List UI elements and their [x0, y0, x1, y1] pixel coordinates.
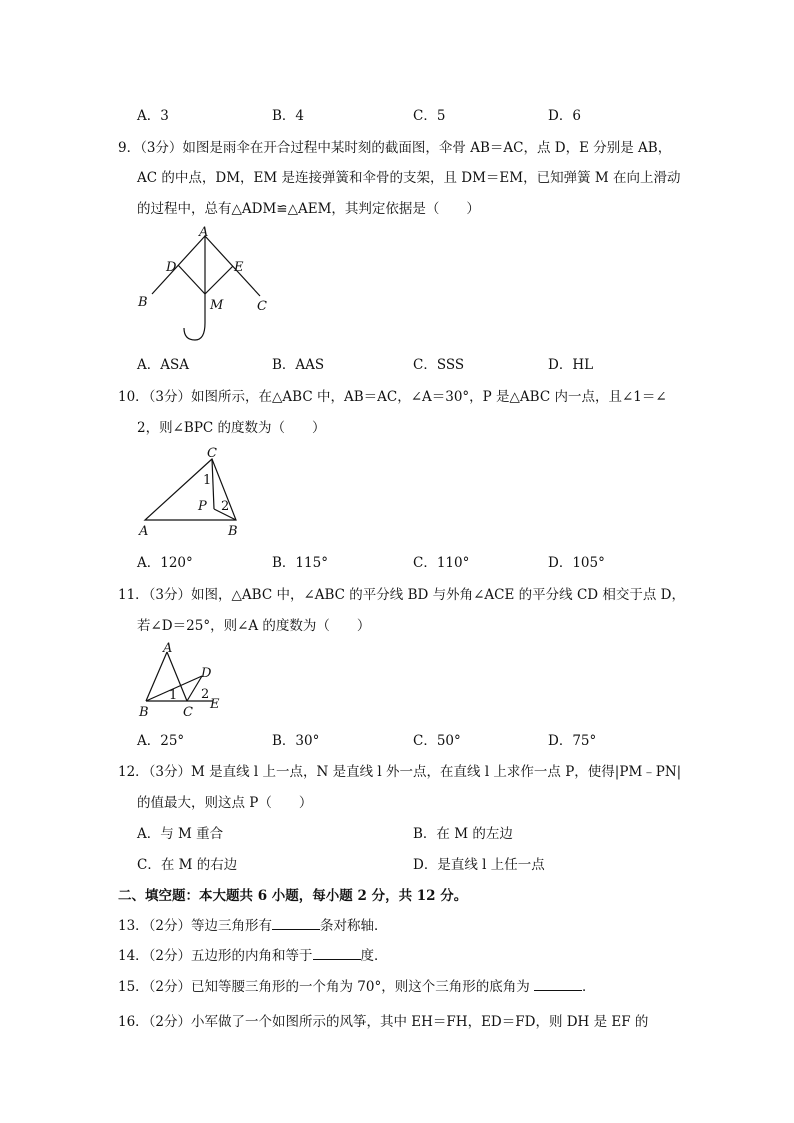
q10-label-1: 1	[203, 473, 212, 488]
q9-label-d: D	[166, 260, 177, 275]
q11-label-2: 2	[201, 687, 210, 702]
question-15	[118, 975, 596, 995]
q12-line-2: 的值最大，则这点 P（ ）	[137, 795, 313, 811]
q9-label-b: B	[138, 295, 148, 310]
q16-line-1: 16．（2分）小军做了一个如图所示的风筝，其中 EH＝FH，ED＝FD，则 DH 是 EF 的	[118, 1014, 649, 1030]
q11-line-2: 若∠D＝25°，则∠A 的度数为（ ）	[137, 618, 371, 634]
q8-option-c: C．5	[413, 108, 446, 124]
q14-answer-blank[interactable]	[313, 947, 361, 960]
q13-text-before: 13．（2分）等边三角形有	[118, 918, 273, 934]
q15-text-after: ．	[582, 979, 596, 995]
q12-option-d: D．是直线 l 上任一点	[413, 857, 545, 873]
q9-label-e: E	[234, 260, 244, 275]
q12-option-b: B．在 M 的左边	[413, 826, 513, 842]
q10-label-p: P	[198, 499, 207, 514]
q9-line-3: 的过程中，总有△ADM≌△AEM，其判定依据是（ ）	[137, 201, 480, 217]
q9-option-c: C．SSS	[413, 357, 465, 373]
q14-text-before: 14．（2分）五边形的内角和等于	[118, 948, 313, 964]
q9-option-d: D．HL	[548, 357, 594, 373]
q10-option-a: A．120°	[137, 555, 193, 571]
section-2-heading: 二、填空题：本大题共 6 小题，每小题 2 分，共 12 分。	[118, 888, 468, 904]
q9-option-a: A．ASA	[137, 357, 189, 373]
q10-label-c: C	[207, 446, 217, 461]
q11-option-b: B．30°	[272, 733, 320, 749]
q15-text-before: 15．（2分）已知等腰三角形的一个角为 70°，则这个三角形的底角为	[118, 979, 530, 995]
q9-line-1: 9．（3分）如图是雨伞在开合过程中某时刻的截面图，伞骨 AB＝AC，点 D，E 分别是 AB，	[118, 140, 672, 156]
q11-label-b: B	[139, 705, 149, 720]
q10-option-d: D．105°	[548, 555, 605, 571]
question-14	[118, 944, 388, 964]
q10-label-b: B	[228, 524, 238, 539]
q11-option-c: C．50°	[413, 733, 461, 749]
q8-option-b: B．4	[272, 108, 305, 124]
q9-label-c: C	[257, 299, 267, 314]
q11-label-c: C	[183, 705, 193, 720]
q10-option-b: B．115°	[272, 555, 328, 571]
q10-option-c: C．110°	[413, 555, 470, 571]
q10-line-1: 10．（3分）如图所示，在△ABC 中，AB＝AC，∠A＝30°，P 是△ABC 内一点，且∠1＝∠	[118, 389, 667, 405]
q9-label-m: M	[210, 298, 224, 313]
q11-option-a: A．25°	[137, 733, 185, 749]
q11-label-e: E	[210, 697, 220, 712]
q11-label-a: A	[163, 641, 173, 656]
q13-text-after: 条对称轴．	[320, 918, 388, 934]
q11-line-1: 11．（3分）如图，△ABC 中，∠ABC 的平分线 BD 与外角∠ACE 的平分线 CD 相交于点 D，	[118, 587, 686, 603]
q11-option-d: D．75°	[548, 733, 597, 749]
q10-line-2: 2，则∠BPC 的度数为（ ）	[137, 420, 326, 436]
q9-line-2: AC 的中点，DM，EM 是连接弹簧和伞骨的支架，且 DM＝EM，已知弹簧 M 在向上滑动	[137, 170, 681, 186]
q12-option-c: C．在 M 的右边	[137, 857, 238, 873]
q11-label-1: 1	[169, 688, 178, 703]
q10-label-2: 2	[221, 499, 230, 514]
q15-answer-blank[interactable]	[534, 978, 582, 991]
q13-answer-blank[interactable]	[272, 917, 320, 930]
q12-option-a: A．与 M 重合	[137, 826, 224, 842]
q10-label-a: A	[139, 524, 149, 539]
q11-label-d: D	[201, 666, 212, 681]
q14-text-after: 度．	[360, 948, 388, 964]
q8-option-a: A．3	[137, 108, 169, 124]
q9-option-b: B．AAS	[272, 357, 325, 373]
q8-option-d: D．6	[548, 108, 581, 124]
q12-line-1: 12．（3分）M 是直线 l 上一点，N 是直线 l 外一点，在直线 l 上求作一点 P，使得|PM﹣PN|	[118, 764, 682, 780]
q9-label-a: A	[199, 225, 209, 240]
question-13	[118, 914, 388, 934]
